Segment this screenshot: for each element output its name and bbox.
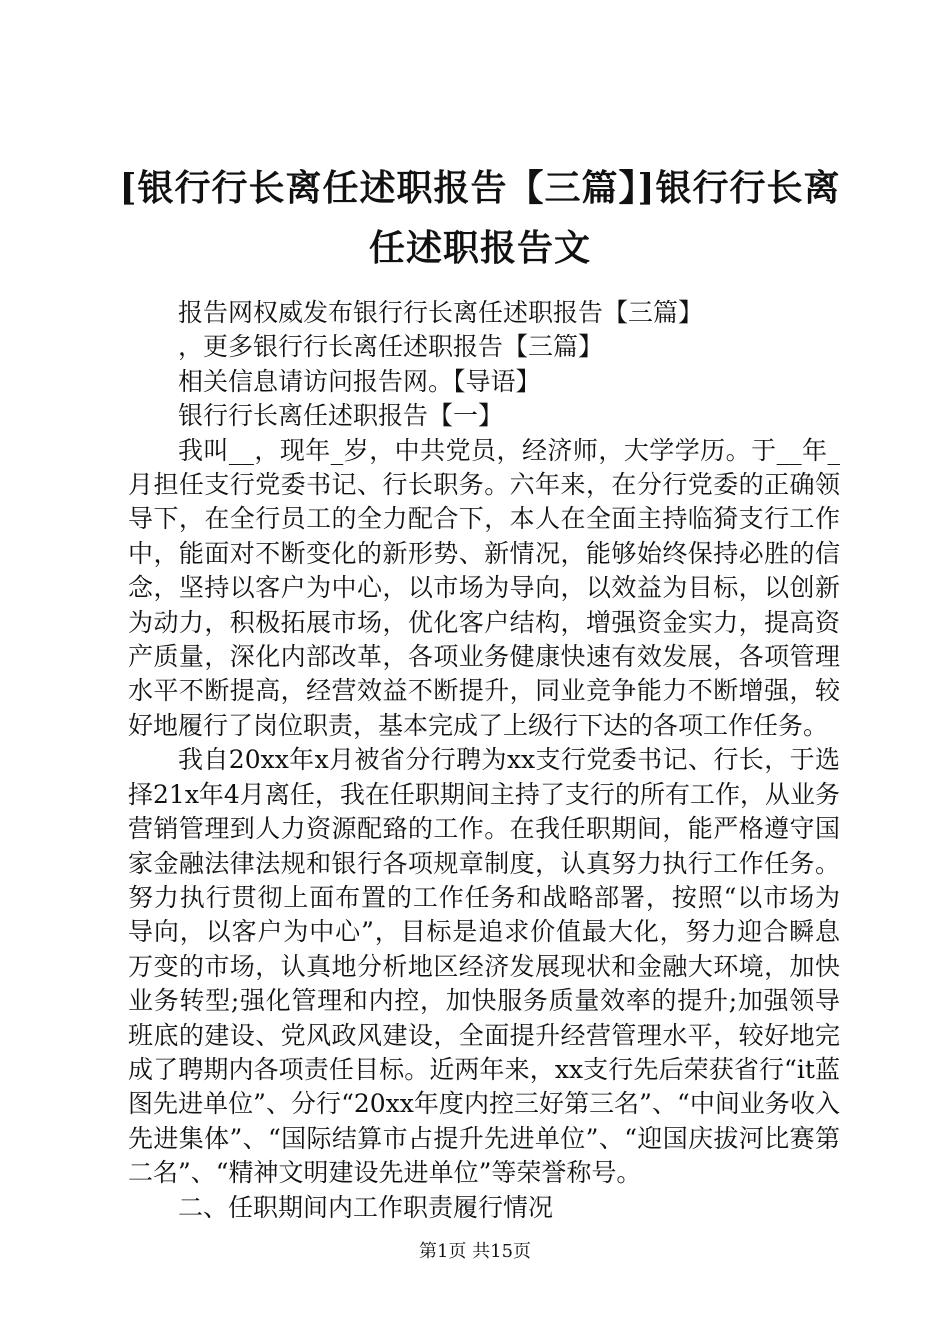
paragraph-body-2: 我自20xx年x月被省分行聘为xx支行党委书记、行长，于选择21x年4月离任，我在任职期间主持了支行的所有工作，从业务营销管理到人力资源配臵的工作。在我任职期间，能严格遵守国家金融法律法规和银行各项规章制度，认真努力执行工作任务。努力执行贯彻上面布置的工作任务和战略部署，按照“以市场为导向，以客户为中心”，目标是追求价值最大化，努力迎合瞬息万变的市场，认真地分析地区经济发展现状和金融大环境，加快业务转型;强化管理和内控，加快服务质量效率的提升;加强领导班底的建设、党风政风建设，全面提升经营管理水平，较好地完成了聘期内各项责任目标。近两年来，xx支行先后荣获省行“it蓝图先进单位”、分行“20xx年度内控三好第三名”、“中间业务收入先进集体”、“国际结算市占提升先进单位”、“迎国庆拔河比赛第二名”、“精神文明建设先进单位”等荣誉称号。 (128, 745, 840, 1188)
paragraph-intro-1: 报告网权威发布银行行长离任述职报告【三篇】 (178, 298, 704, 327)
section-heading-one: 银行行长离任述职报告【一】 (178, 401, 504, 431)
paragraph-body-1: 我叫__，现年_岁，中共党员，经济师，大学学历。于__年_月担任支行党委书记、行长职务。六年来，在分行党委的正确领导下，在全行员工的全力配合下，本人在全面主持临猗支行工作中，能面对不断变化的新形势、新情况，能够始终保持必胜的信念，坚持以客户为中心，以市场为导向，以效益为目标，以创新为动力，积极拓展市场，优化客户结构，增强资金实力，提高资产质量，深化内部改革，各项业务健康快速有效发展，各项管理水平不断提高，经营效益不断提升，同业竞争能力不断增强，较好地履行了岗位职责，基本完成了上级行下达的各项工作任务。 (128, 435, 840, 740)
paragraph-intro-3: 相关信息请访问报告网。【导语】 (178, 366, 541, 396)
section-heading-two: 二、任职期间内工作职责履行情况 (178, 1192, 554, 1222)
paragraph-intro-2: ，更多银行行长离任述职报告【三篇】 (178, 332, 604, 362)
document-title: [银行行长离任述职报告【三篇】]银行行长离任述职报告文 (119, 167, 841, 269)
document-body (128, 296, 840, 1225)
page-number-footer: 第1页 共15页 (418, 1241, 532, 1262)
